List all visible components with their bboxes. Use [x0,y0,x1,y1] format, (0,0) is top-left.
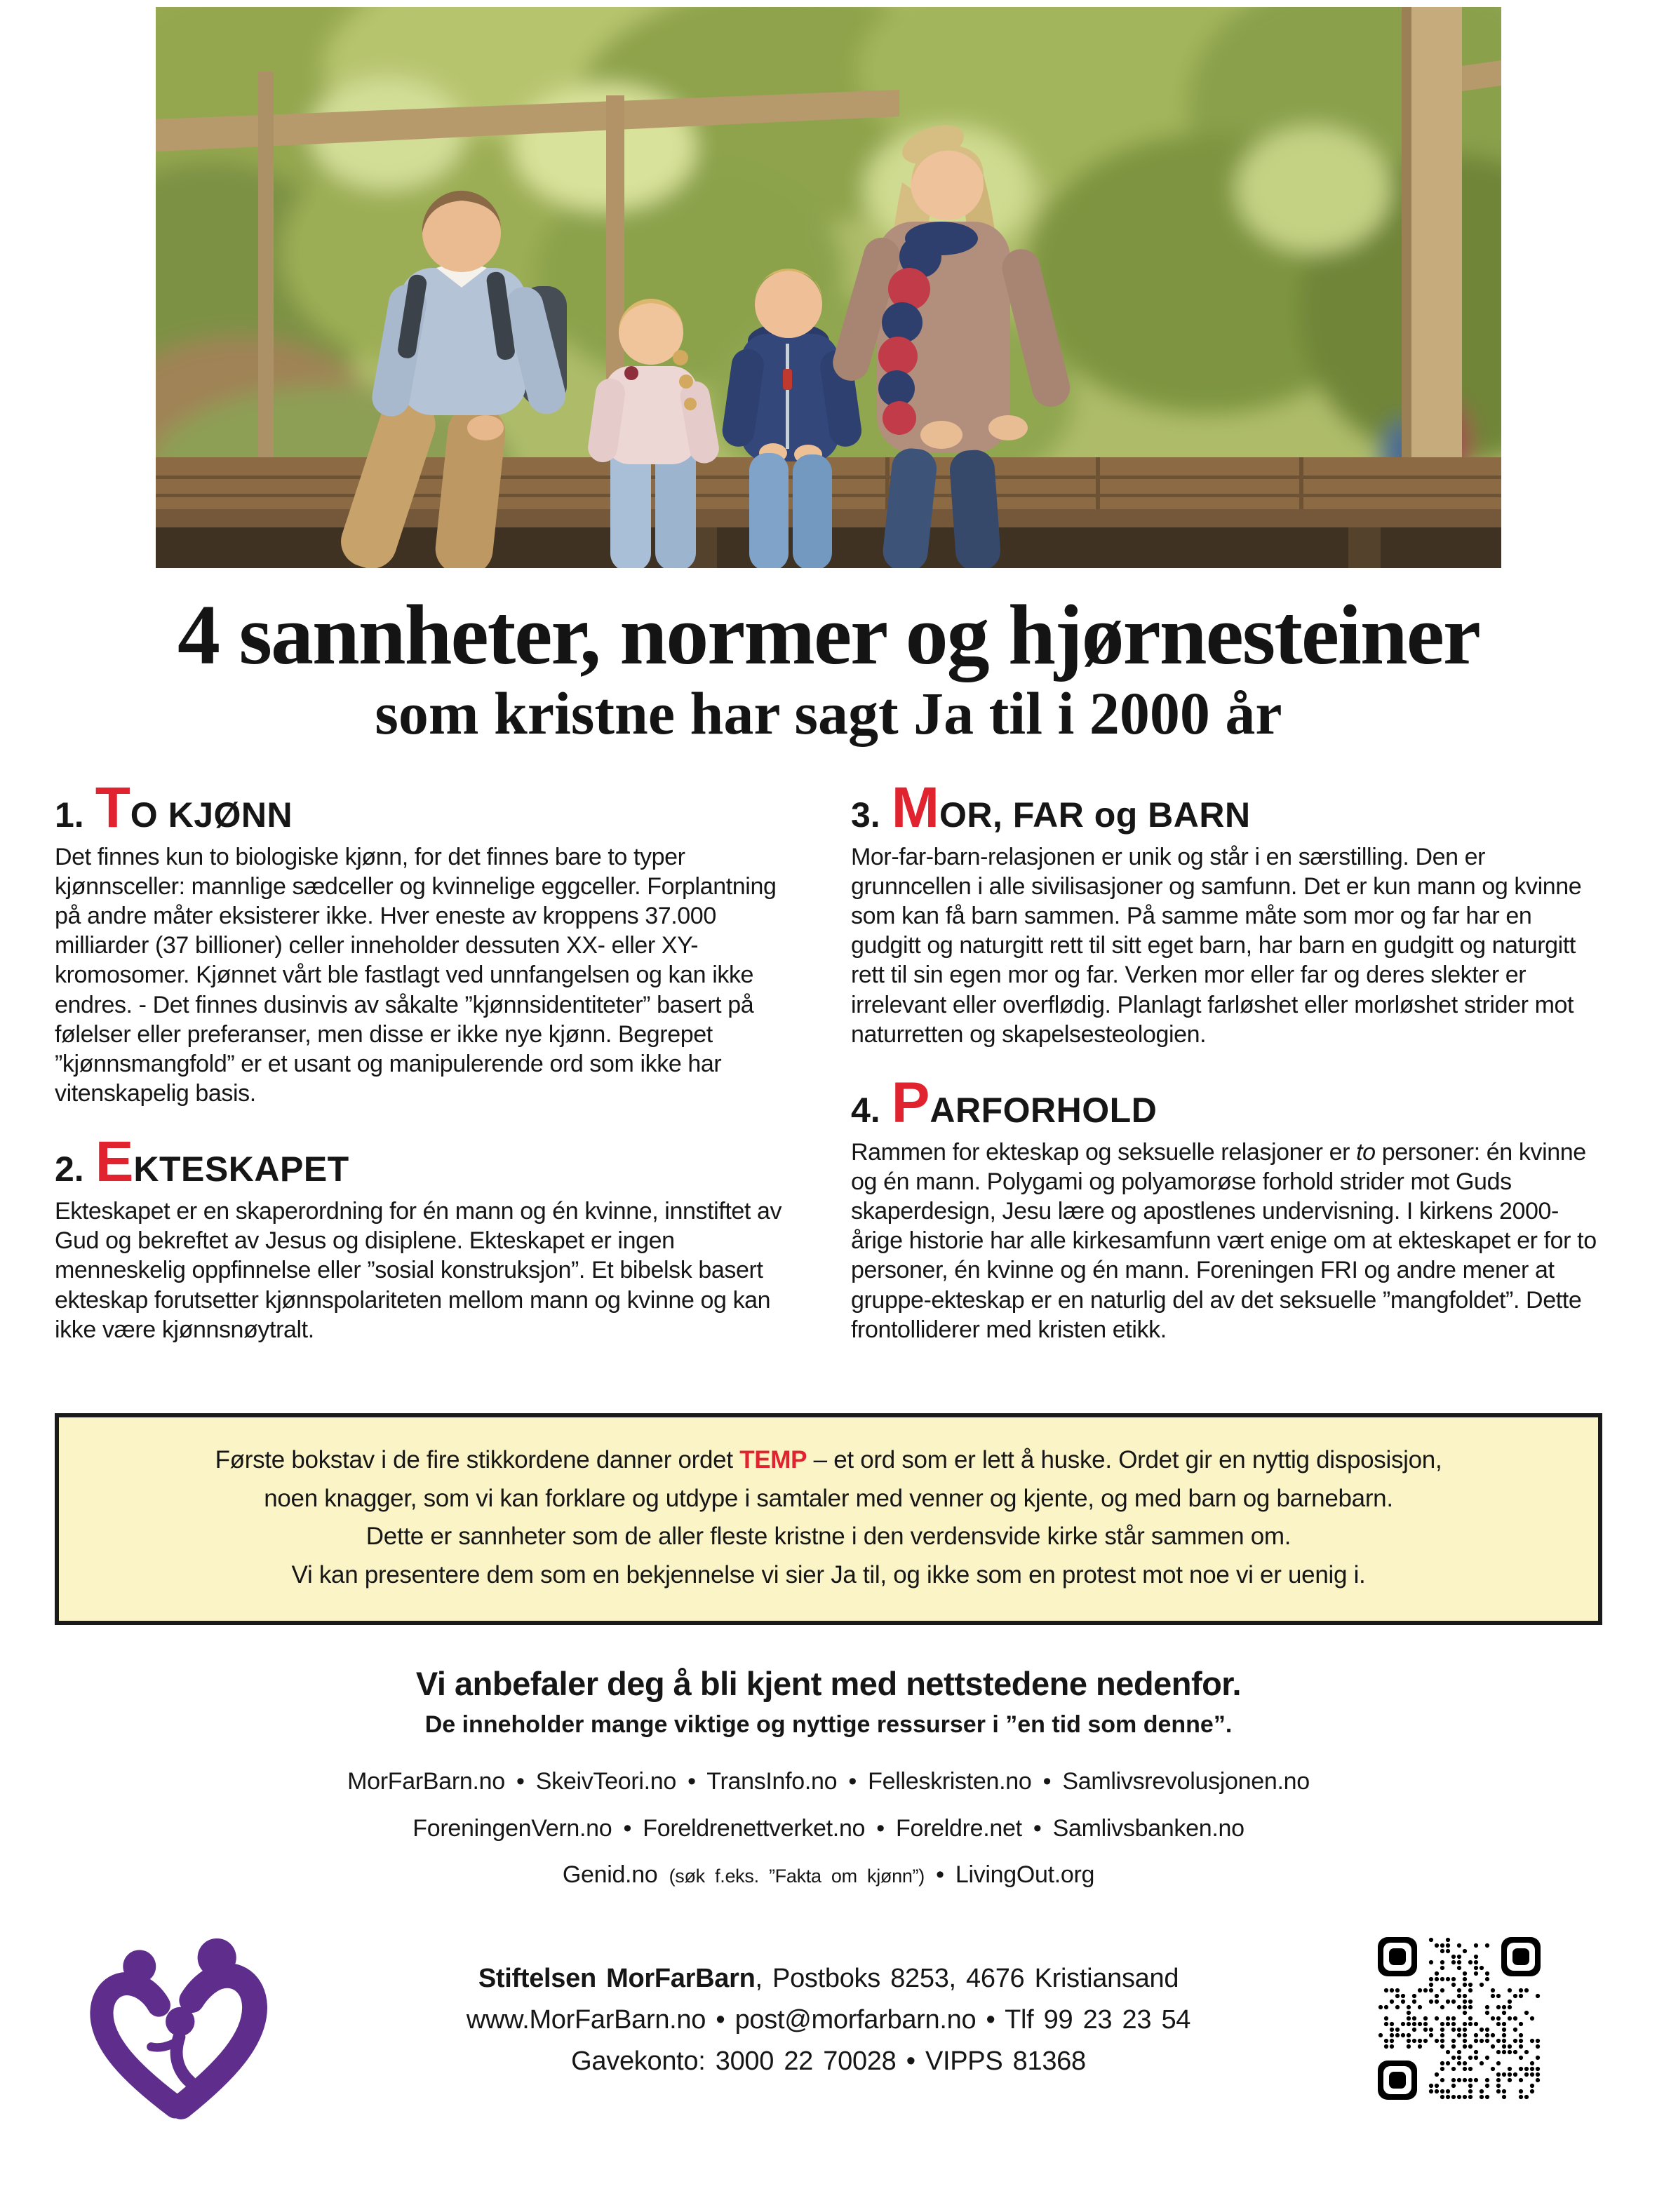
organization-name: Stiftelsen MorFarBarn [478,1964,756,1994]
section-heading-text: ARFORHOLD [930,1090,1158,1130]
page-subtitle: som kristne har sagt Ja til i 2000 år [375,680,1282,748]
temp-line-1-post: – et ord som er lett å huske. Ordet gir en nyttig disposisjon, [807,1445,1442,1473]
body-text: Rammen for ekteskap og seksuelle relasjoner er [851,1138,1357,1166]
section-initial-letter: T [95,775,130,839]
body-text: personer: én kvinne og én mann. Polygami og polyamorøse forhold strider mot Guds skaperdesign, Jesu lære og apostlenes undervisning. I kirkens 2000-årige historie har alle kirkesamfunn vært enige om at ekteskapet er for to personer, én kvinne og én mann. Foreningen FRI og andre mener at gruppe-ekteskap er en naturlig del av det seksuelle ”mangfoldet”. Dette frontolliderer med kristen etikk. [851,1138,1597,1343]
family-heart-logo [81,1931,275,2132]
footer [0,1927,1657,2138]
section-number: 2. [55,1149,84,1189]
section-number: 4. [851,1090,880,1130]
section-number: 1. [55,795,84,835]
section-initial-letter: E [95,1130,134,1194]
section-initial-letter: P [891,1070,930,1135]
website-genid: Genid.no [562,1861,658,1888]
family-heart-logo-graphic [81,1931,275,2132]
footer-address-line [337,1958,1320,1999]
section-body: Ekteskapet er en skaperordning for én mann og én kvinne, innstiftet av Gud og bekreftet av Jesus og disiplene. Ekteskapet er ingen menneskelig oppfinnelse eller ”sosial konstruksjon”. Et bibelsk basert ekteskap forutsetter kjønnspolariteten mellom mann og kvinne og kan ikke være kjønnsnøytralt. [55,1198,782,1343]
website-list [0,1758,1657,1898]
section-parforhold [851,1070,1602,1344]
bullet-separator: • [936,1861,944,1888]
website-recommendations [0,1664,1657,1898]
footer-contact-line: www.MorFarBarn.no • post@morfarbarn.no • Tlf 99 23 23 54 [466,2005,1191,2035]
section-heading-text: KTESKAPET [133,1149,349,1189]
website-list-line-1: MorFarBarn.no • SkeivTeori.no • TransInfo.no • Felleskristen.no • Samlivsrevolusjonen.no [347,1768,1310,1795]
organization-address: , Postboks 8253, 4676 Kristiansand [755,1964,1179,1994]
section-heading-text: O KJØNN [130,795,293,835]
section-heading [851,775,1602,839]
section-mor-far-barn [851,775,1602,1049]
section-number: 3. [851,795,880,835]
family-forest-illustration [156,7,1501,568]
page-title: 4 sannheter, normer og hjørnesteiner [177,588,1480,682]
section-body: Det finnes kun to biologiske kjønn, for det finnes bare to typer kjønnsceller: mannlige sædceller og kvinnelige eggceller. Forplantning på andre måter eksisterer ikke. Hver eneste av kroppens 37.000 milliarder (37 billioner) celler inneholder dessuten XX- eller XY-kromosomer. Kjønnet vårt ble fastlagt ved unnfangelsen og kan ikke endres. - Det finnes dusinvis av såkalte ”kjønnsidentiteter” basert på følelser eller preferanser, men disse er ikke nye kjønn. Begrepet ”kjønnsmangfold” er et usant og manipulerende ord som ikke har vitenskapelig basis. [55,843,777,1107]
section-heading [55,1130,806,1194]
qr-code-graphic [1378,1937,1541,2100]
website-list-line-2: ForeningenVern.no • Foreldrenettverket.no • Foreldre.net • Samlivsbanken.no [412,1814,1245,1842]
section-heading-text: OR, FAR og BARN [939,795,1251,835]
family-forest-photo [156,7,1501,568]
section-initial-letter: M [891,775,940,839]
temp-line-2: noen knagger, som vi kan forklare og utdype i samtaler med venner og kjente, og med barn og barnebarn. [264,1484,1393,1512]
website-genid-note: (søk f.eks. ”Fakta om kjønn”) [669,1865,925,1887]
website-list-line-3 [0,1852,1657,1898]
content-columns [55,775,1602,1375]
temp-line-3: Dette er sannheter som de aller fleste kristne i den verdensvide kirke står sammen om. [365,1523,1292,1551]
qr-code [1378,1937,1541,2100]
temp-line-4: Vi kan presentere dem som en bekjennelse vi sier Ja til, og ikke som en protest mot noe vi er uenig i. [291,1560,1366,1589]
section-heading [55,775,806,839]
temp-callout-box [55,1413,1602,1625]
section-body: Mor-far-barn-relasjonen er unik og står i en særstilling. Den er grunncellen i alle sivilisasjoner og samfunn. Det er kun mann og kvinne som kan få barn sammen. På samme måte som mor og far har en gudgitt og naturgitt rett til sitt eget barn, har barn en gudgitt og naturgitt rett til sin egen mor og far. Verken mor eller far og deres slekter er irrelevant eller overflødig. Planlagt farløshet eller morløshet strider mot naturretten og skapelsesteologien. [851,843,1582,1048]
recommend-heading: Vi anbefaler deg å bli kjent med nettstedene nedenfor. [415,1665,1242,1703]
website-livingout: LivingOut.org [955,1861,1095,1888]
temp-acronym: TEMP [739,1445,807,1473]
footer-giving-line: Gavekonto: 3000 22 70028 • VIPPS 81368 [571,2046,1086,2076]
body-italic-word: to [1356,1138,1376,1166]
recommend-subheading: De inneholder mange viktige og nyttige ressurser i ”en tid som denne”. [424,1711,1233,1739]
temp-line-1 [87,1441,1570,1480]
section-to-kjonn [55,775,806,1108]
right-column [851,775,1602,1375]
section-body [851,1138,1602,1344]
footer-contact-block [337,1927,1320,2082]
section-heading [851,1070,1602,1135]
left-column [55,775,806,1375]
section-ekteskapet [55,1130,806,1344]
temp-line-1-pre: Første bokstav i de fire stikkordene danner ordet [215,1445,740,1473]
